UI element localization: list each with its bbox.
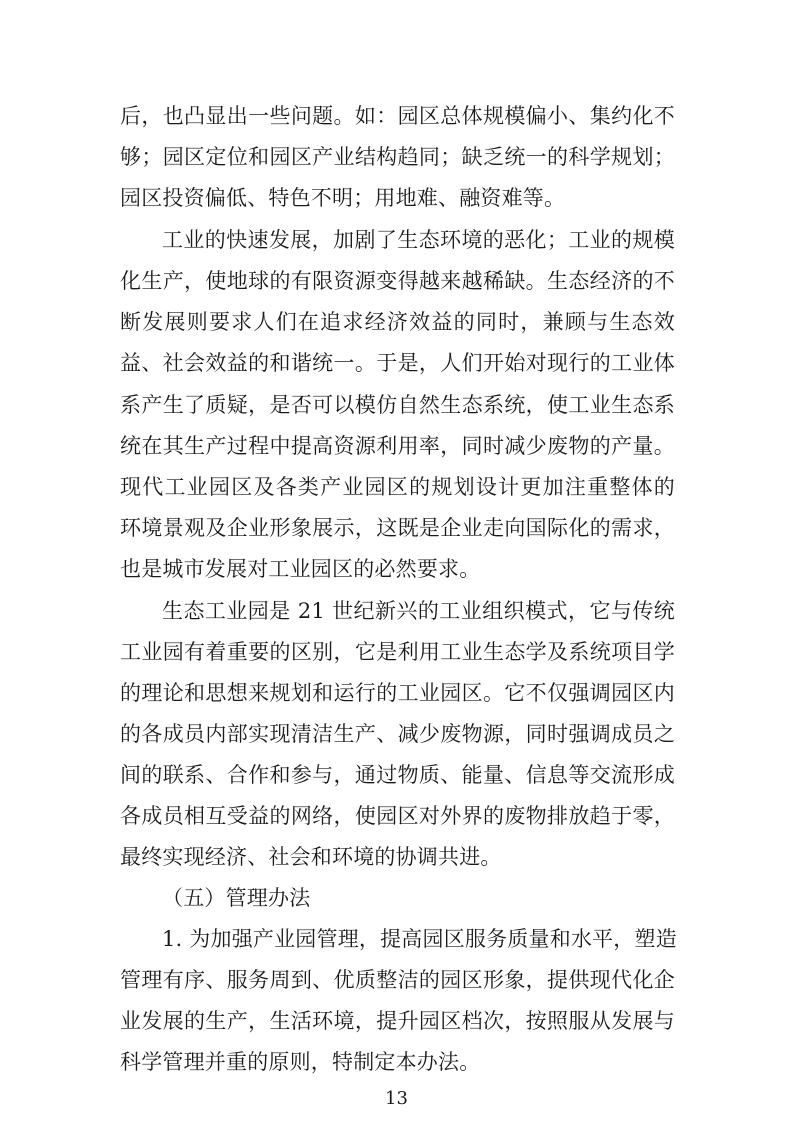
text-line: 断发展则要求人们在追求经济效益的同时，兼顾与生态效 (120, 310, 675, 334)
text-line: 益、社会效益的和谐统一。于是，人们开始对现行的工业体 (120, 351, 675, 375)
text-line: 管理有序、服务周到、优质整洁的园区形象，提供现代化企 (120, 968, 675, 992)
text-line: 业发展的生产，生活环境，提升园区档次，按照服从发展与 (120, 1009, 675, 1033)
paragraph-first-line: 生态工业园是 21 世纪新兴的工业组织模式，它与传统 (162, 599, 675, 623)
text-line: 园区投资偏低、特色不明；用地难、融资难等。 (120, 186, 566, 210)
text-line: 系产生了质疑，是否可以模仿自然生态系统，使工业生态系 (120, 393, 675, 417)
text-line: 够；园区定位和园区产业结构趋同；缺乏统一的科学规划； (120, 145, 675, 169)
paragraph-first-line: 1. 为加强产业园管理，提高园区服务质量和水平，塑造 (162, 927, 677, 951)
text-line: 科学管理并重的原则，特制定本办法。 (120, 1050, 481, 1074)
text-line: 统在其生产过程中提高资源利用率，同时减少废物的产量。 (120, 434, 675, 458)
page-number: 13 (385, 1088, 408, 1109)
text-line: 间的联系、合作和参与，通过物质、能量、信息等交流形成 (120, 763, 675, 787)
text-line: 最终实现经济、社会和环境的协调共进。 (120, 845, 502, 869)
text-line: 的理论和思想来规划和运行的工业园区。它不仅强调园区内 (120, 681, 675, 705)
text-line: 也是城市发展对工业园区的必然要求。 (120, 557, 481, 581)
text-line: 后，也凸显出一些问题。如：园区总体规模偏小、集约化不 (120, 104, 675, 128)
paragraph-first-line: 工业的快速发展，加剧了生态环境的恶化；工业的规模 (162, 228, 675, 252)
text-line: 各成员相互受益的网络，使园区对外界的废物排放趋于零， (120, 804, 675, 828)
text-line: 的各成员内部实现清洁生产、减少废物源，同时强调成员之 (120, 722, 675, 746)
text-line: 现代工业园区及各类产业园区的规划设计更加注重整体的 (120, 475, 675, 499)
text-line: 工业园有着重要的区别，它是利用工业生态学及系统项目学 (120, 640, 675, 664)
text-line: 化生产，使地球的有限资源变得越来越稀缺。生态经济的不 (120, 269, 675, 293)
text-line: 环境景观及企业形象展示，这既是企业走向国际化的需求， (120, 516, 675, 540)
section-heading: （五）管理办法 (162, 886, 311, 910)
